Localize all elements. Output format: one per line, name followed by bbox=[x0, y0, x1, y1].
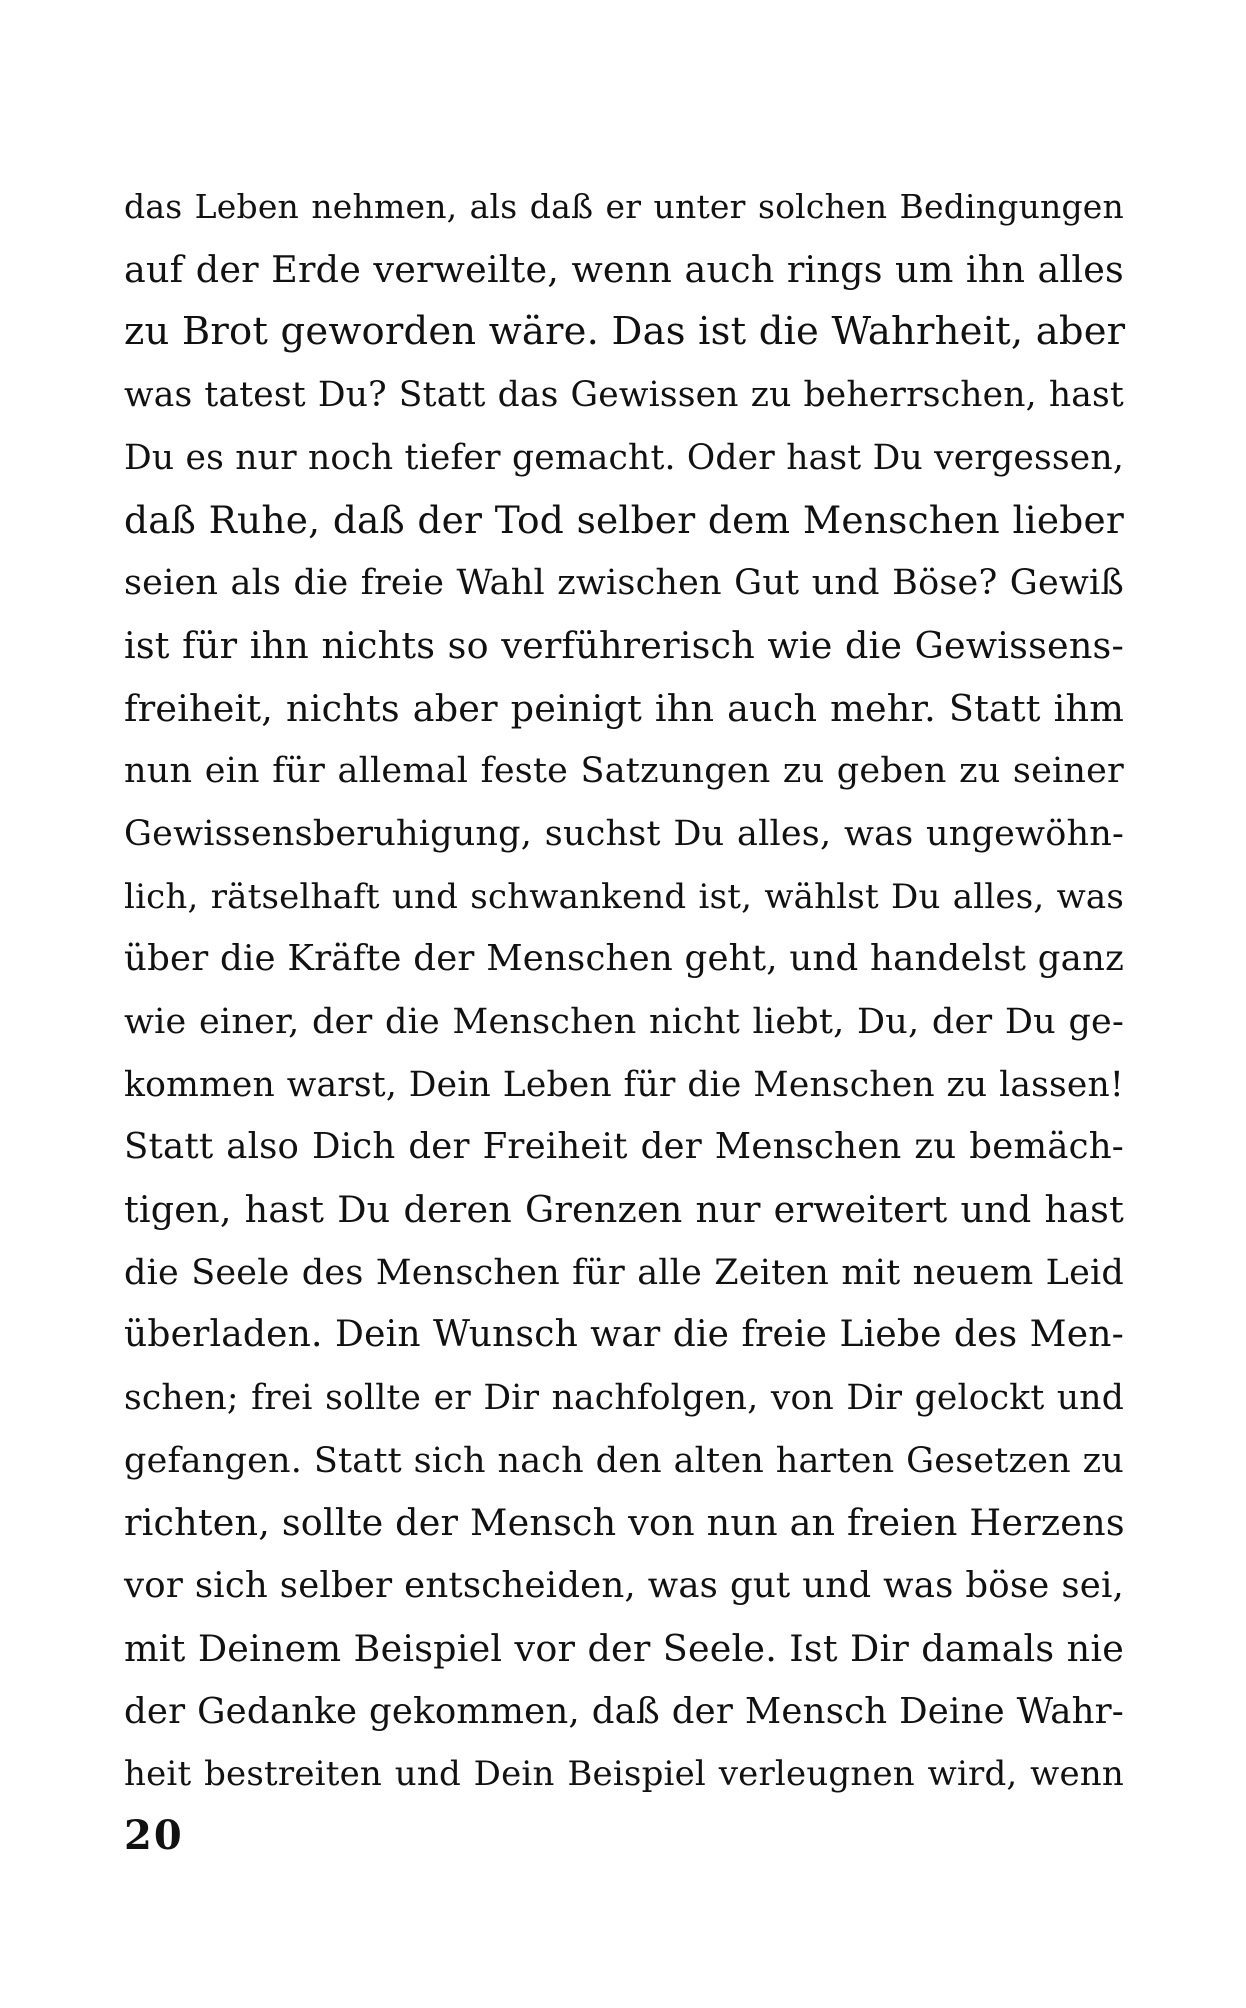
text-line: nun ein für allemal feste Satzungen zu geben zu seiner bbox=[124, 751, 1124, 792]
text-line: kommen warst, Dein Leben für die Menschen zu lassen! bbox=[124, 1064, 1124, 1105]
text-line: schen; frei sollte er Dir nachfolgen, von Dir gelockt und bbox=[124, 1378, 1124, 1419]
text-line: vor sich selber entscheiden, was gut und was böse sei, bbox=[124, 1565, 1124, 1607]
text-line: daß Ruhe, daß der Tod selber dem Menschen lieber bbox=[124, 498, 1124, 543]
text-line: Statt also Dich der Freiheit der Menschen zu bemäch- bbox=[124, 1126, 1124, 1168]
text-line: richten, sollte der Mensch von nun an freien Herzens bbox=[124, 1501, 1125, 1545]
body-text bbox=[124, 176, 1124, 1806]
text-line: das Leben nehmen, als daß er unter solchen Bedingungen bbox=[124, 187, 1124, 226]
text-line: zu Brot geworden wäre. Das ist die Wahrheit, aber bbox=[124, 309, 1126, 355]
text-line: heit bestreiten und Dein Beispiel verleugnen wird, wenn bbox=[124, 1754, 1124, 1795]
text-line: Du es nur noch tiefer gemacht. Oder hast Du vergessen, bbox=[124, 437, 1124, 478]
text-line: was tatest Du? Statt das Gewissen zu beherrschen, hast bbox=[124, 375, 1124, 416]
text-line: lich, rätselhaft und schwankend ist, wählst Du alles, was bbox=[124, 876, 1124, 917]
text-line: tigen, hast Du deren Grenzen nur erweitert und hast bbox=[124, 1188, 1124, 1231]
text-line: der Gedanke gekommen, daß der Mensch Deine Wahr- bbox=[124, 1690, 1124, 1732]
text-line: freiheit, nichts aber peinigt ihn auch mehr. Statt ihm bbox=[124, 686, 1124, 730]
text-line: Gewissensberuhigung, suchst Du alles, was ungewöhn- bbox=[124, 813, 1124, 854]
text-line: ist für ihn nichts so verführerisch wie die Gewissens- bbox=[124, 623, 1124, 667]
text-line: die Seele des Menschen für alle Zeiten mit neuem Leid bbox=[124, 1252, 1124, 1293]
text-line: seien als die freie Wahl zwischen Gut und Böse? Gewiß bbox=[124, 563, 1124, 604]
text-line: auf der Erde verweilte, wenn auch rings um ihn alles bbox=[124, 247, 1124, 291]
text-line: mit Deinem Beispiel vor der Seele. Ist Dir damals nie bbox=[124, 1626, 1124, 1670]
text-line: gefangen. Statt sich nach den alten harten Gesetzen zu bbox=[124, 1440, 1124, 1481]
page-number: 20 bbox=[124, 1812, 184, 1859]
text-line: wie einer, der die Menschen nicht liebt, Du, der Du ge- bbox=[124, 1001, 1124, 1042]
text-line: über die Kräfte der Menschen geht, und handelst ganz bbox=[124, 938, 1124, 980]
text-line: überladen. Dein Wunsch war die freie Liebe des Men- bbox=[124, 1314, 1124, 1356]
